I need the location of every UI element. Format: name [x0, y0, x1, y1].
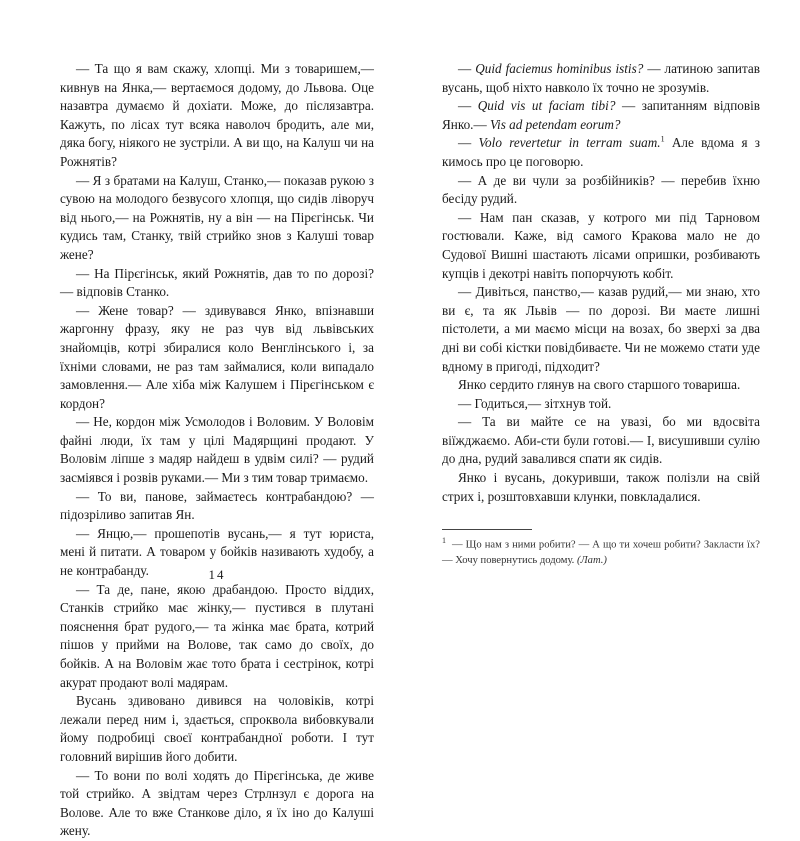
paragraph: — Жене товар? — здивувався Янко, впізнавши жаргонну фразу, яку не раз чув від львівських знайомців, котрі збиралися коло Венглінського і, за їхніми словами, не раз там займалися, коли випадало замовлення.— Але хіба між Калушем і Пірєгінськом є кордон?	[60, 302, 374, 411]
footnote	[442, 533, 760, 568]
footnote-mark: 1	[442, 536, 446, 545]
paragraph: — А де ви чули за розбійників? — перебив їхню бесіду рудий.	[442, 172, 760, 207]
paragraph: — То вони по волі ходять до Пірєгінська, де живе той стрийко. А звідтам через Стрлнзул є дорога на Волове. Але то вже Станкове діло, я їх іно до Калуші жену.	[60, 767, 374, 839]
paragraph: Вусань здивовано дивився на чоловіків, котрі лежали перед ним і, здається, спроквола вибовкували йому подробиці своєї контрабандної роботи. І тут головний вирішив його добити.	[60, 693, 374, 764]
footnote-language: (Лат.)	[576, 554, 607, 566]
paragraph: — Та що я вам скажу, хлопці. Ми з товаришем,— кивнув на Янка,— вертаємося додому, до Львова. Оце назавтра думаємо й дохіати. Може, до післязавтра. Кажуть, по лісах тут всяка наволоч бродить, але ми, дяка богу, ніякого не зустріли. А ви що, на Калуш чи на Рожнятів?	[60, 61, 374, 169]
paragraph-text: — запитанням відповів Янко.—	[442, 98, 761, 132]
paragraph: — На Пірєгінськ, який Рожнятів, дав то по дорозі? — відповів Станко.	[60, 265, 374, 300]
latin-quote: Quid faciemus hominibus istis?	[475, 61, 644, 76]
paragraph: — Та де, пане, якою драбандою. Просто віддих, Станків стрийко має жінку,— пустився в плутані пояснення брат рудого,— та жінка має брата, котрий пішов у прийми на Волове, так само до своїх, до бойків. А на Воловім жає тото брата і сестрінок, котрі акурат продают волі мадярам.	[60, 581, 374, 690]
paragraph-text: — латиною запитав вусань, щоб ніхто навколо їх точно не зрозумів.	[442, 61, 760, 95]
paragraph: Янко і вусань, докуривши, також полізли на свій стрих і, розштовхавши клунки, повкладалися.	[442, 470, 760, 504]
paragraph: — Volo revertetur in terram suam.$^1$ Але вдома я з кимось про це поговорю.	[442, 134, 760, 169]
footnote-text: — Що нам з ними робити? — А що ти хочеш робити? Закласти їх? — Хочу повернутись додому.	[442, 539, 760, 566]
latin-quote: Vis ad petendam eorum?	[489, 116, 621, 132]
page-number: 14	[208, 567, 226, 582]
paragraph: — Нам пан сказав, у котрого ми під Тарновом гостювали. Каже, від самого Кракова мало не до Судової Вишні шастають лісами опришки, розбивають купців і декотрі навіть попорчують кобіт.	[442, 209, 760, 281]
paragraph: — Дивіться, панство,— казав рудий,— ми знаю, хто ви є, та як Львів — по дорозі. Ви маєте лишні пістолети, а ми маємо місци на возах, бо зверхі за два дні ви собі кістки повідбиваєте. Чи не можемо стати уде вдному в пригоді, підходит?	[442, 284, 760, 374]
paragraph: — Годиться,— зітхнув той.	[458, 395, 612, 411]
paragraph: — Не, кордон між Усмолодов і Воловим. У Воловім файні люди, їх там у цілі Мадярщині продают. У Воловім ліпше з мадяр найдеш в удвім силі? — рудий засміявся і розвів руками.— Ми з тим товар тримаємо.	[60, 414, 374, 486]
right-page	[442, 60, 760, 506]
paragraph: — То ви, панове, займаєтесь контрабандою? — підозріливо запитав Ян.	[60, 488, 374, 523]
footnote-reference: 1	[660, 134, 665, 144]
paragraph-text: Але вдома я з кимось про це поговорю.	[442, 135, 760, 169]
paragraph: — Янцю,— прошепотів вусань,— я тут юриста, мені й питати. А товаром у бойків називають худобу, а не контрабанду.	[60, 525, 374, 579]
paragraph: — Quid faciemus hominibus istis? — латиною запитав вусань, щоб ніхто навколо їх точно не зрозумів.	[442, 61, 760, 95]
paragraph: — Я з братами на Калуш, Станко,— показав рукою з сувою на молодого безвусого хлопця, що сидів ліворуч від нього,— на Рожнятів, ну а він — на Пірєгінськ. Чи кудись там, Станку, твій стрийко знов з Калуші товар жене?	[60, 172, 374, 262]
paragraph: Янко сердито глянув на свого старшого товариша.	[458, 377, 741, 393]
latin-quote: Quid vis ut faciam tibi?	[477, 98, 616, 114]
paragraph: — Та ви майте се на увазі, бо ми вдосвіта віїжджаємо. Аби-сти були готові.— І, висушивши сулію до дна, рудий завалився спати як сидів.	[442, 414, 760, 467]
left-page	[60, 60, 374, 841]
footnote-divider	[442, 529, 532, 530]
latin-quote: Volo revertetur in terram suam.	[478, 135, 661, 151]
paragraph: — Quid vis ut faciam tibi? — запитанням відповів Янко.— Vis ad petendam eorum?	[442, 98, 761, 132]
